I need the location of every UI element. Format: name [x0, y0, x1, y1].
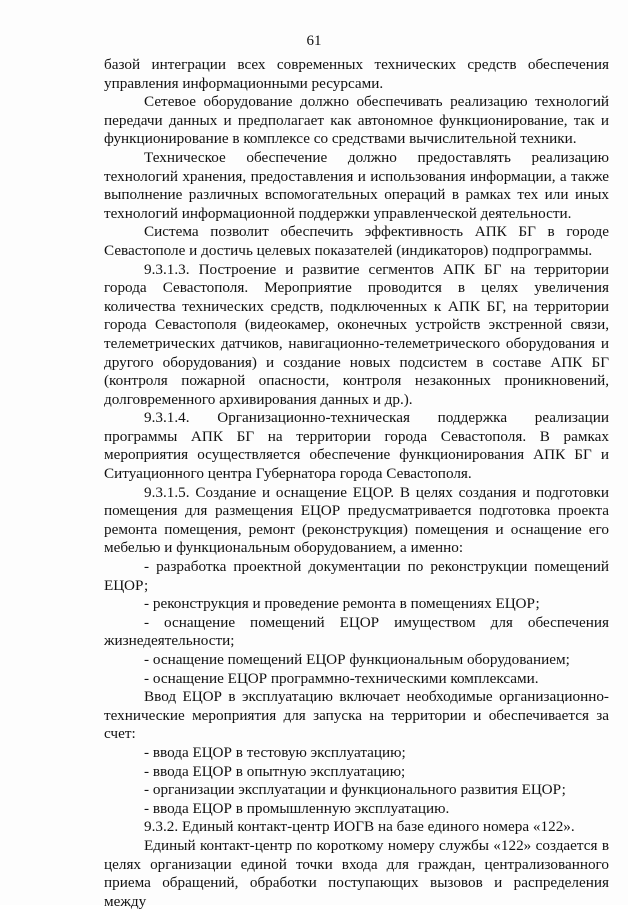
section-paragraph: 9.3.1.3. Построение и развитие сегментов АПК БГ на территории города Севастополя. Мероприятие проводится в целях увеличения количества технических средств, подключенных к АПК БГ, на территории города Севастополя (видеокамер, оконечных устройств экстренной связи, телеметрических датчиков, навигационно-телеметрического оборудования и другого оборудования) и создание новых подсистем в составе АПК БГ (контроля пожарной опасности, контроля незаконных проникновений, долговременного архивирования данных и др.).	[104, 260, 609, 408]
list-item: - разработка проектной документации по реконструкции помещений ЕЦОР;	[104, 558, 609, 594]
paragraph: Техническое обеспечение должно предоставлять реализацию технологий хранения, предоставления и использования информации, а также выполнение различных вспомогательных операций в рамках тех или иных технологий информационной поддержки управленческой деятельности.	[104, 148, 609, 222]
page-number: 61	[306, 33, 322, 49]
paragraph: Ввод ЕЦОР в эксплуатацию включает необходимые организационно-технические мероприятия для запуска на территории и обеспечивается за счет:	[104, 688, 609, 743]
list-item: - организации эксплуатации и функционального развития ЕЦОР;	[144, 781, 566, 799]
section-paragraph: 9.3.1.5. Создание и оснащение ЕЦОР. В целях создания и подготовки помещения для размещения ЕЦОР предусматривается подготовка проекта ремонта помещения, ремонт (реконструкция) помещения и оснащение его мебелью и функциональным оборудованием, а именно:	[104, 483, 609, 557]
paragraph: базой интеграции всех современных технических средств обеспечения управления информационными ресурсами.	[104, 56, 609, 92]
list-item: - реконструкция и проведение ремонта в помещениях ЕЦОР;	[144, 595, 540, 613]
list-item: - ввода ЕЦОР в опытную эксплуатацию;	[144, 762, 406, 780]
paragraph: Система позволит обеспечить эффективность АПК БГ в городе Севастополе и достичь целевых показателей (индикаторов) подпрограммы.	[104, 223, 609, 259]
list-item: - ввода ЕЦОР в тестовую эксплуатацию;	[144, 743, 406, 761]
section-heading: 9.3.2. Единый контакт-центр ИОГВ на базе единого номера «122».	[144, 818, 575, 836]
document-body	[104, 56, 609, 911]
section-paragraph: 9.3.1.4. Организационно-техническая поддержка реализации программы АПК БГ на территории города Севастополя. В рамках мероприятия осуществляется обеспечение функционирования АПК БГ и Ситуационного центра Губернатора города Севастополя.	[104, 409, 609, 483]
list-item: - ввода ЕЦОР в промышленную эксплуатацию.	[144, 799, 450, 817]
list-item: - оснащение помещений ЕЦОР функциональным оборудованием;	[144, 651, 570, 668]
list-item: - оснащение ЕЦОР программно-техническими комплексами.	[144, 669, 539, 687]
list-item: - оснащение помещений ЕЦОР имуществом для обеспечения жизнедеятельности;	[104, 613, 609, 650]
paragraph: Сетевое оборудование должно обеспечивать реализацию технологий передачи данных и предполагает как автономное функционирование, так и функционирование в комплексе со средствами вычислительной техники.	[104, 93, 609, 148]
paragraph: Единый контакт-центр по короткому номеру службы «122» создается в целях организации единой точки входа для граждан, централизованного приема обращений, обработки поступающих вызовов и распределения между	[104, 836, 609, 910]
